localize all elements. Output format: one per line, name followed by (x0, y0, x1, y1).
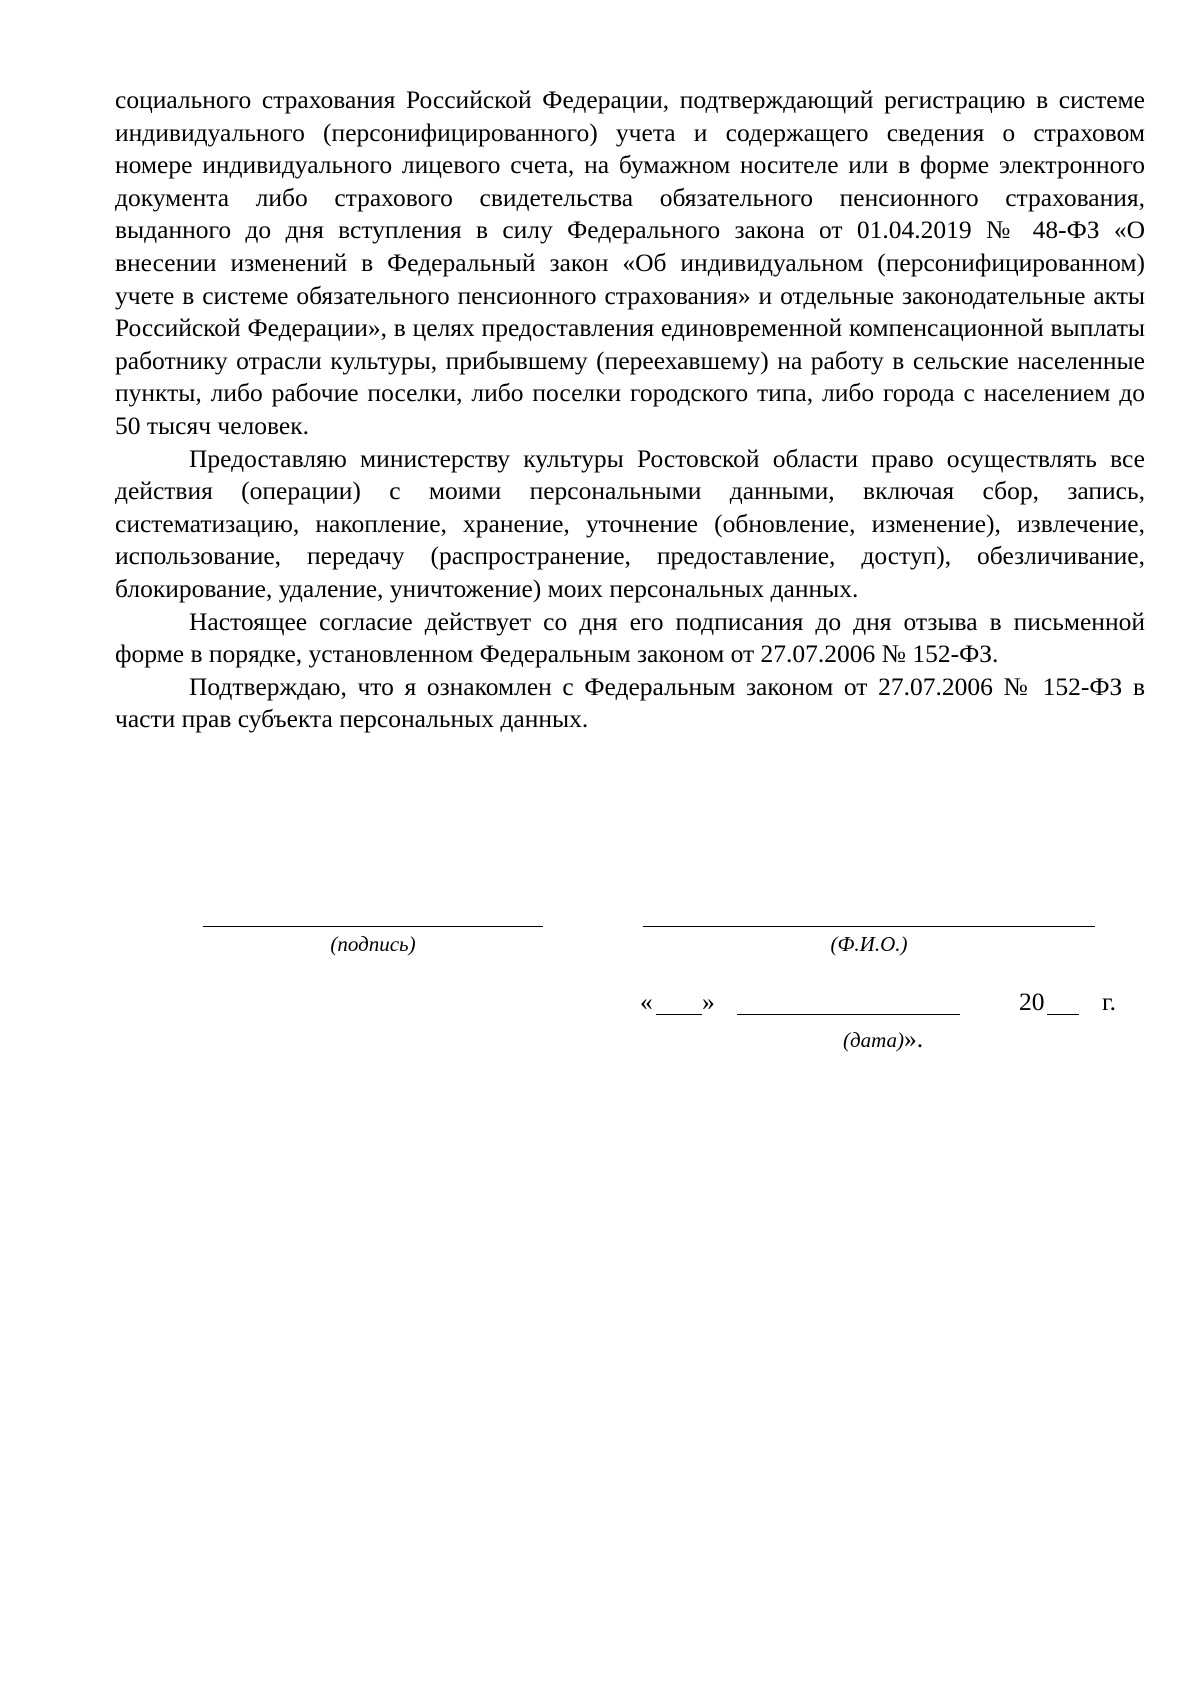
day-blank (656, 1014, 702, 1015)
full-name-line (643, 926, 1095, 927)
year-suffix: г. (1102, 987, 1116, 1016)
paragraph-1: социального страхования Российской Федерации, подтверждающий регистрацию в системе индивидуального (персонифицированного) учета и содержащего сведения о страховом номере индивидуального лицевого счета, на бумажном носителе или в форме электронного документа либо страхового свидетельства обязательного пенсионного страхования, выданного до дня вступления в силу Федерального закона от 01.04.2019 № 48-ФЗ «О внесении изменений в Федеральный закон «Об индивидуальном (персонифицированном) учете в системе обязательного пенсионного страхования» и отдельные законодательные акты Российской Федерации», в целях предоставления единовременной компенсационной выплаты работнику отрасли культуры, прибывшему (переехавшему) на работу в сельские населенные пункты, либо рабочие поселки, либо поселки городского типа, либо города с населением до 50 тысяч человек. (115, 85, 1145, 440)
paragraph-3: Настоящее согласие действует со дня его подписания до дня отзыва в письменной форме в порядке, установленном Федеральным законом от 27.07.2006 № 152-ФЗ. (115, 606, 1145, 669)
date-caption-tail: ». (904, 1024, 924, 1053)
paragraph-4: Подтверждаю, что я ознакомлен с Федеральным законом от 27.07.2006 № 152-ФЗ в части прав субъекта персональных данных. (115, 671, 1145, 734)
month-blank (737, 1014, 960, 1015)
date-caption (843, 1026, 923, 1053)
date-close-quote: » (702, 987, 715, 1016)
year-blank (1047, 1014, 1079, 1015)
signature-caption: (подпись) (330, 932, 416, 956)
full-name-caption: (Ф.И.О.) (830, 932, 908, 956)
year-prefix: 20 (1019, 987, 1045, 1016)
date-row (640, 986, 1125, 1020)
paragraph-2: Предоставляю министерству культуры Ростовской области право осуществлять все действия (операции) с моими персональными данными, включая сбор, запись, систематизацию, накопление, хранение, уточнение (обновление, изменение), извлечение, использование, передачу (распространение, предоставление, доступ), обезличивание, блокирование, удаление, уничтожение) моих персональных данных. (115, 443, 1145, 603)
signature-line (203, 926, 543, 927)
date-caption-label: (дата) (843, 1028, 905, 1052)
date-open-quote: « (640, 987, 653, 1016)
consent-body (115, 84, 1145, 736)
